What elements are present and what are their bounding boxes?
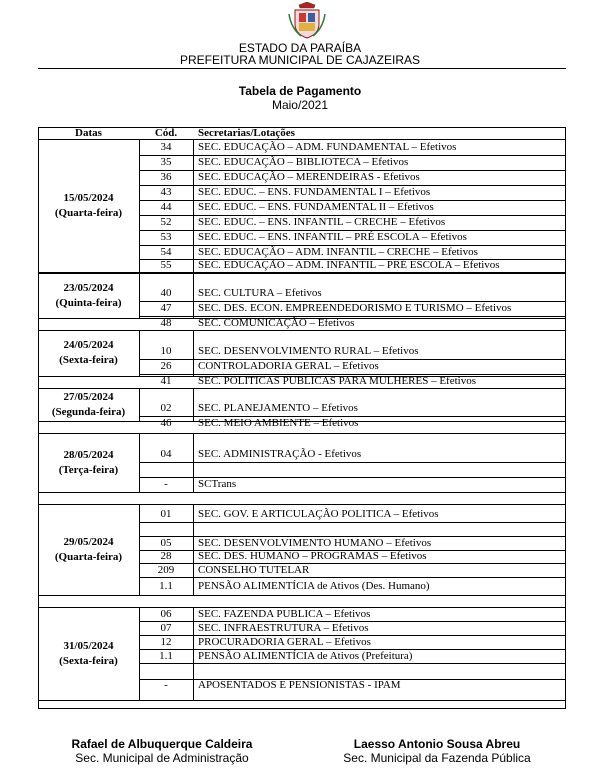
row-rule xyxy=(139,522,566,523)
group-rule xyxy=(38,433,566,434)
department-cell: SEC. EDUCAÇÃO – BIBLIOTECA – Efetivos xyxy=(198,156,409,168)
department-cell: SEC. GOV. E ARTICULAÇÃO POLITICA – Efetivos xyxy=(198,508,439,520)
row-rule xyxy=(139,462,566,463)
code-cell: 40 xyxy=(160,287,172,299)
municipality-name: PREFEITURA MUNICIPAL DE CAJAZEIRAS xyxy=(179,53,421,67)
department-cell: SEC. EDUCAÇÃO – ADM. INFANTIL – PRÉ ESCOLA – Efetivos xyxy=(198,259,500,271)
date-cell xyxy=(38,535,139,565)
date-cell xyxy=(38,191,139,221)
header-divider xyxy=(38,68,566,69)
department-cell: APOSENTADOS E PENSIONISTAS - IPAM xyxy=(198,679,401,691)
code-cell: 06 xyxy=(160,608,172,620)
department-cell: PENSÃO ALIMENTÍCIA de Ativos (Prefeitura) xyxy=(198,650,413,662)
code-cell: 34 xyxy=(160,141,172,153)
department-cell: SEC. DESENVOLVIMENTO RURAL – Efetivos xyxy=(198,345,419,357)
code-cell xyxy=(139,663,193,679)
code-cell xyxy=(139,462,193,477)
department-cell: SEC. PLANEJAMENTO – Efetivos xyxy=(198,402,358,414)
code-cell: - xyxy=(164,478,168,490)
code-cell: 36 xyxy=(160,171,172,183)
department-cell: SEC. POLITICAS PUBLICAS PARA MULHERES – Efetivos xyxy=(198,375,476,387)
department-cell: SEC. COMUNICAÇÃO – Efetivos xyxy=(198,317,355,329)
department-cell: SEC. INFRAESTRUTURA – Efetivos xyxy=(198,622,369,634)
date-label: 28/05/2024 xyxy=(63,449,114,461)
code-cell: 55 xyxy=(160,259,172,271)
code-cell: 10 xyxy=(160,345,172,357)
department-cell: SEC. EDUC. – ENS. INFANTIL – PRÉ ESCOLA – Efetivos xyxy=(198,231,467,243)
date-cell xyxy=(38,390,139,420)
code-cell: 46 xyxy=(160,417,172,429)
department-cell: SEC. DES. ECON. EMPREENDEDORISMO E TURISMO – Efetivos xyxy=(198,302,512,314)
date-label: 15/05/2024 xyxy=(63,192,114,204)
code-cell xyxy=(139,522,193,536)
group-rule xyxy=(38,504,566,505)
signatory-name: Rafael de Albuquerque Caldeira xyxy=(71,737,253,751)
department-cell: CONTROLADORIA GERAL – Efetivos xyxy=(198,360,379,372)
code-cell: 04 xyxy=(160,448,172,460)
department-cell: SEC. MEIO AMBIENTE – Efetivos xyxy=(198,417,359,429)
group-rule xyxy=(38,273,566,274)
date-label: 24/05/2024 xyxy=(63,339,114,351)
code-cell: 52 xyxy=(160,216,172,228)
code-cell: 26 xyxy=(160,360,172,372)
col-header-code: Cód. xyxy=(154,127,178,139)
department-cell: SEC. EDUCAÇÃO – ADM. INFANTIL – CRECHE – Efetivos xyxy=(198,246,478,258)
department-cell: SEC. ADMINISTRAÇÃO - Efetivos xyxy=(198,448,362,460)
coat-of-arms-icon xyxy=(287,2,327,40)
code-cell: 05 xyxy=(160,537,172,549)
code-cell: 35 xyxy=(160,156,172,168)
department-cell: SEC. EDUCAÇÃO – MERENDEIRAS - Efetivos xyxy=(198,171,420,183)
code-cell: 47 xyxy=(160,302,172,314)
code-cell: 48 xyxy=(160,317,172,329)
date-label: 31/05/2024 xyxy=(63,640,114,652)
department-cell: SEC. EDUCAÇÃO – ADM. FUNDAMENTAL – Efetivos xyxy=(198,141,457,153)
code-cell: 12 xyxy=(160,636,172,648)
column-rule xyxy=(193,273,194,318)
code-cell: 07 xyxy=(160,622,172,634)
department-cell: SEC. FAZENDA PUBLICA – Efetivos xyxy=(198,608,371,620)
department-cell: PENSÃO ALIMENTÍCIA de Ativos (Des. Humano) xyxy=(198,580,430,592)
state-name: ESTADO DA PARAÍBA xyxy=(238,41,362,55)
group-rule xyxy=(38,492,566,493)
col-header-department: Secretarias/Lotações xyxy=(198,127,295,139)
code-cell: 01 xyxy=(160,508,172,520)
weekday-label: (Quarta-feira) xyxy=(54,207,123,219)
signatory-role: Sec. Municipal de Administração xyxy=(75,751,249,765)
column-rule xyxy=(193,140,194,272)
date-label: 27/05/2024 xyxy=(63,391,114,403)
code-cell: 209 xyxy=(157,564,175,576)
code-cell: 54 xyxy=(160,246,172,258)
col-header-dates: Datas xyxy=(75,127,102,139)
weekday-label: (Segunda-feira) xyxy=(51,406,126,418)
department-cell: SEC. CULTURA – Efetivos xyxy=(198,287,322,299)
code-cell: 1.1 xyxy=(159,650,173,662)
code-cell: 28 xyxy=(160,550,172,562)
department-cell: SEC. EDUC. – ENS. INFANTIL – CRECHE – Efetivos xyxy=(198,216,446,228)
date-cell xyxy=(38,448,139,478)
weekday-label: (Sexta-feira) xyxy=(59,354,118,366)
weekday-label: (Quinta-feira) xyxy=(55,297,122,309)
column-rule xyxy=(193,330,194,376)
date-label: 23/05/2024 xyxy=(63,282,114,294)
department-cell: SEC. EDUC. – ENS. FUNDAMENTAL I – Efetivos xyxy=(198,186,431,198)
date-cell xyxy=(38,338,139,368)
code-cell: 43 xyxy=(160,186,172,198)
code-cell: 1.1 xyxy=(159,580,173,592)
weekday-label: (Sexta-feira) xyxy=(59,655,118,667)
code-cell: 41 xyxy=(160,375,172,387)
group-rule xyxy=(38,330,566,331)
group-rule xyxy=(38,595,566,596)
department-cell: CONSELHO TUTELAR xyxy=(198,564,310,576)
department-cell: SEC. EDUC. – ENS. FUNDAMENTAL II – Efetivos xyxy=(198,201,434,213)
signatory-name: Laesso Antonio Sousa Abreu xyxy=(353,737,521,751)
weekday-label: (Quarta-feira) xyxy=(54,551,123,563)
department-cell: PROCURADORIA GERAL – Efetivos xyxy=(198,636,371,648)
signature-block xyxy=(317,737,557,765)
date-cell xyxy=(38,281,139,311)
department-cell: SEC. DES. HUMANO – PROGRAMAS – Efetivos xyxy=(198,550,427,562)
code-cell: 53 xyxy=(160,231,172,243)
code-cell: 02 xyxy=(160,402,172,414)
department-cell: SEC. DESENVOLVIMENTO HUMANO – Efetivos xyxy=(198,537,432,549)
signature-block xyxy=(42,737,282,765)
weekday-label: (Terça-feira) xyxy=(58,464,119,476)
department-cell: SCTrans xyxy=(198,478,237,490)
signatory-role: Sec. Municipal da Fazenda Pública xyxy=(343,751,531,765)
row-rule xyxy=(139,663,566,664)
payment-table xyxy=(38,127,566,709)
date-cell xyxy=(38,639,139,669)
group-rule xyxy=(38,700,566,701)
document-period: Maio/2021 xyxy=(271,98,329,112)
date-label: 29/05/2024 xyxy=(63,536,114,548)
group-rule xyxy=(38,388,566,389)
document-title: Tabela de Pagamento xyxy=(238,84,362,98)
code-cell: 44 xyxy=(160,201,172,213)
code-cell: - xyxy=(164,679,168,691)
